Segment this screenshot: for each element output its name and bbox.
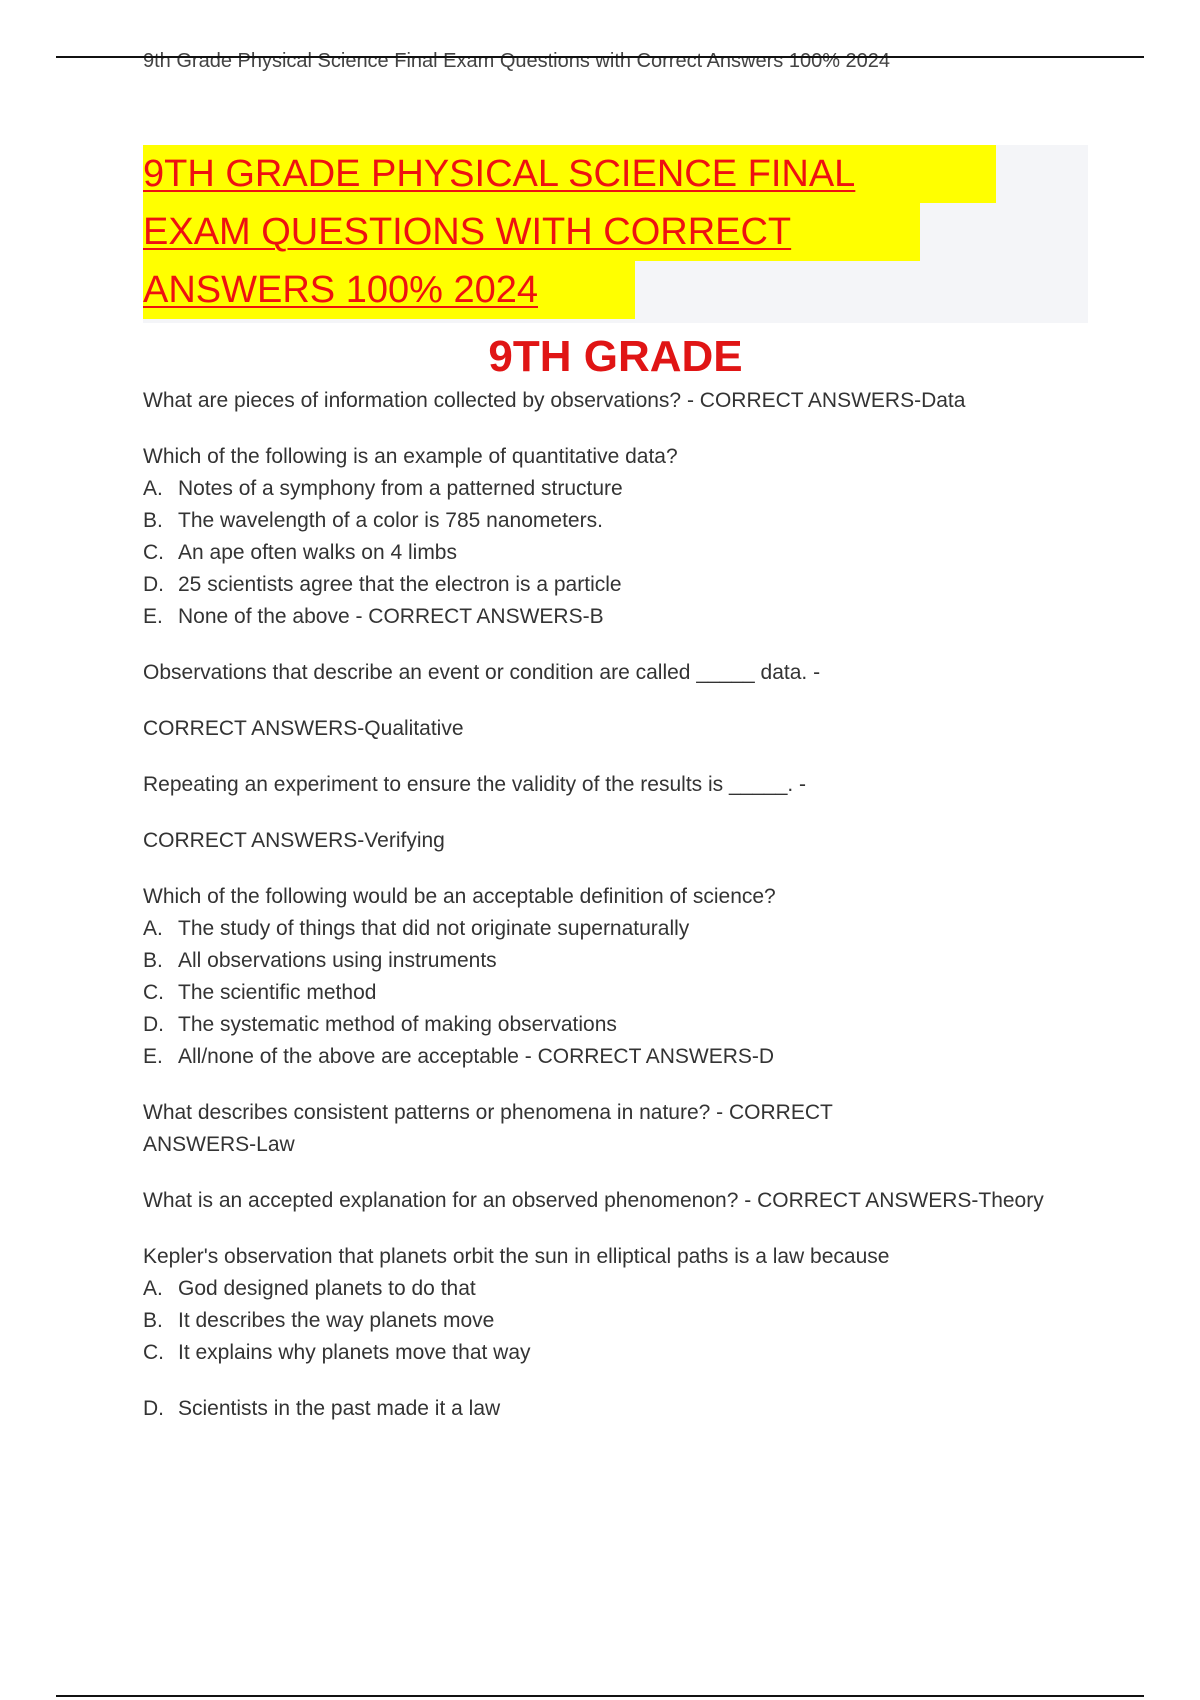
option-text: It describes the way planets move xyxy=(178,1309,495,1332)
title-block xyxy=(143,145,1088,323)
option-letter: A. xyxy=(143,477,163,500)
title-line-3: ANSWERS 100% 2024 xyxy=(143,269,538,311)
answer-4: CORRECT ANSWERS-Verifying xyxy=(143,829,445,852)
option xyxy=(143,569,1093,601)
title-line-2: EXAM QUESTIONS WITH CORRECT xyxy=(143,211,792,253)
option-text: None of the above - CORRECT ANSWERS-B xyxy=(178,605,604,628)
question-2: Which of the following is an example of quantitative data? xyxy=(143,445,678,468)
option-text: The systematic method of making observations xyxy=(178,1013,617,1036)
option-text: All/none of the above are acceptable - CORRECT ANSWERS-D xyxy=(178,1045,775,1068)
option xyxy=(143,505,1093,537)
option-letter: C. xyxy=(143,541,164,564)
option-letter: E. xyxy=(143,1045,163,1068)
option xyxy=(143,537,1093,569)
option-letter: C. xyxy=(143,1341,164,1364)
title-highlight-1 xyxy=(143,145,996,203)
question-5-options xyxy=(143,913,1093,1073)
question-6 xyxy=(143,1097,1093,1161)
option xyxy=(143,1009,1093,1041)
option xyxy=(143,1393,1093,1425)
option xyxy=(143,1041,1093,1073)
question-7: What is an accepted explanation for an observed phenomenon? - CORRECT ANSWERS-Theory xyxy=(143,1189,1044,1212)
option xyxy=(143,473,1093,505)
option-text: The wavelength of a color is 785 nanometers. xyxy=(178,509,603,532)
option-letter: D. xyxy=(143,1397,164,1420)
question-list xyxy=(143,385,1093,1425)
option-text: Notes of a symphony from a patterned structure xyxy=(178,477,623,500)
spacer xyxy=(143,1369,1093,1393)
option-letter: B. xyxy=(143,509,163,532)
option-letter: B. xyxy=(143,1309,163,1332)
option xyxy=(143,977,1093,1009)
question-6-line-1: What describes consistent patterns or phenomena in nature? - CORRECT xyxy=(143,1101,833,1124)
option xyxy=(143,1305,1093,1337)
option xyxy=(143,1273,1093,1305)
option xyxy=(143,601,1093,633)
answer-3: CORRECT ANSWERS-Qualitative xyxy=(143,717,464,740)
title-line-1: 9TH GRADE PHYSICAL SCIENCE FINAL xyxy=(143,153,856,195)
question-4: Repeating an experiment to ensure the validity of the results is _____. - xyxy=(143,773,807,796)
option xyxy=(143,1337,1093,1369)
option-letter: B. xyxy=(143,949,163,972)
title-highlight-3 xyxy=(143,261,635,319)
option-letter: C. xyxy=(143,981,164,1004)
option-text: The scientific method xyxy=(178,981,377,1004)
option-text: All observations using instruments xyxy=(178,949,497,972)
document-body xyxy=(143,145,1093,1449)
question-8-options xyxy=(143,1273,1093,1425)
question-8: Kepler's observation that planets orbit the sun in elliptical paths is a law because xyxy=(143,1245,890,1268)
title-highlight-2 xyxy=(143,203,920,261)
question-2-options xyxy=(143,473,1093,633)
option xyxy=(143,913,1093,945)
option-text: It explains why planets move that way xyxy=(178,1341,531,1364)
option xyxy=(143,945,1093,977)
option-letter: E. xyxy=(143,605,163,628)
option-letter: A. xyxy=(143,917,163,940)
option-letter: D. xyxy=(143,573,164,596)
option-text: God designed planets to do that xyxy=(178,1277,476,1300)
subtitle: 9TH GRADE xyxy=(488,332,743,381)
option-letter: D. xyxy=(143,1013,164,1036)
option-text: An ape often walks on 4 limbs xyxy=(178,541,457,564)
footer-rule xyxy=(56,1695,1144,1697)
question-5: Which of the following would be an acceptable definition of science? xyxy=(143,885,776,908)
option-text: Scientists in the past made it a law xyxy=(178,1397,501,1420)
question-3: Observations that describe an event or condition are called _____ data. - xyxy=(143,661,821,684)
option-text: 25 scientists agree that the electron is a particle xyxy=(178,573,622,596)
running-header: 9th Grade Physical Science Final Exam Questions with Correct Answers 100% 2024 xyxy=(143,50,891,72)
option-letter: A. xyxy=(143,1277,163,1300)
question-1: What are pieces of information collected by observations? - CORRECT ANSWERS-Data xyxy=(143,389,966,412)
header-rule xyxy=(56,56,1144,58)
question-6-line-2: ANSWERS-Law xyxy=(143,1133,295,1156)
option-text: The study of things that did not originate supernaturally xyxy=(178,917,690,940)
